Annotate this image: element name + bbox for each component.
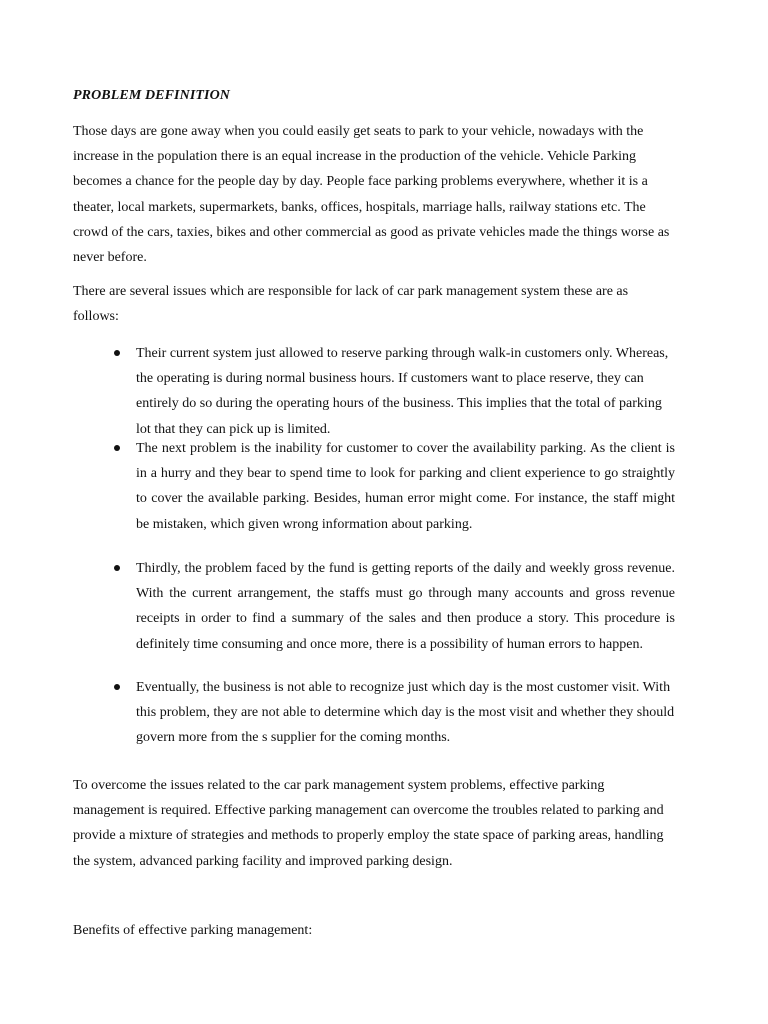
- list-item-text: Eventually, the business is not able to recognize just which day is the most customer visit. With this problem, they are not able to determine which day is the most visit and whether they should govern more from the s supplier for the coming months.: [136, 680, 675, 746]
- intro-paragraph: Those days are gone away when you could easily get seats to park to your vehicle, nowadays with the increase in the population there is an equal increase in the production of the vehicle. Vehicle Parking becomes a chance for the people day by day. People face parking problems everywhere, whether it is a theater, local markets, supermarkets, banks, offices, hospitals, marriage halls, railway stations etc. The crowd of the cars, taxies, bikes and other commercial as good as private vehicles made the things worse as never before.: [73, 124, 670, 266]
- list-item-text: Their current system just allowed to reserve parking through walk-in customers only. Whereas, the operating is during normal business hours. If customers want to place reserve, they can entirely do so during the operating hours of the business. This implies that the total of parking lot that they can pick up is limited.: [136, 346, 669, 437]
- bullet-icon: [114, 445, 120, 451]
- section-heading: PROBLEM DEFINITION: [73, 88, 230, 103]
- issues-intro-paragraph: There are several issues which are responsible for lack of car park management system these are as follows:: [73, 284, 629, 325]
- conclusion-paragraph: To overcome the issues related to the car park management system problems, effective parking management is required. Effective parking management can overcome the troubles related to parking and provide a mixture of strategies and methods to properly employ the state space of parking areas, handling the system, advanced parking facility and improved parking design.: [73, 778, 664, 869]
- list-item-text: Thirdly, the problem faced by the fund is getting reports of the daily and weekly gross revenue. With the current arrangement, the staffs must go through many accounts and gross revenue receipts in order to find a summary of the sales and then produce a story. This procedure is definitely time consuming and once more, there is a possibility of human errors to happen.: [136, 561, 675, 652]
- list-item: [136, 675, 675, 751]
- list-item-text: The next problem is the inability for customer to cover the availability parking. As the client is in a hurry and they bear to spend time to look for parking and client experience to go straightly to cover the available parking. Besides, human error might come. For instance, the staff might be mistaken, which given wrong information about parking.: [136, 441, 675, 532]
- list-item: [136, 556, 675, 657]
- list-item: [136, 436, 675, 537]
- benefits-heading: Benefits of effective parking management:: [73, 923, 313, 938]
- list-item: [136, 341, 675, 442]
- bullet-icon: [114, 565, 120, 571]
- bullet-icon: [114, 350, 120, 356]
- bullet-icon: [114, 684, 120, 690]
